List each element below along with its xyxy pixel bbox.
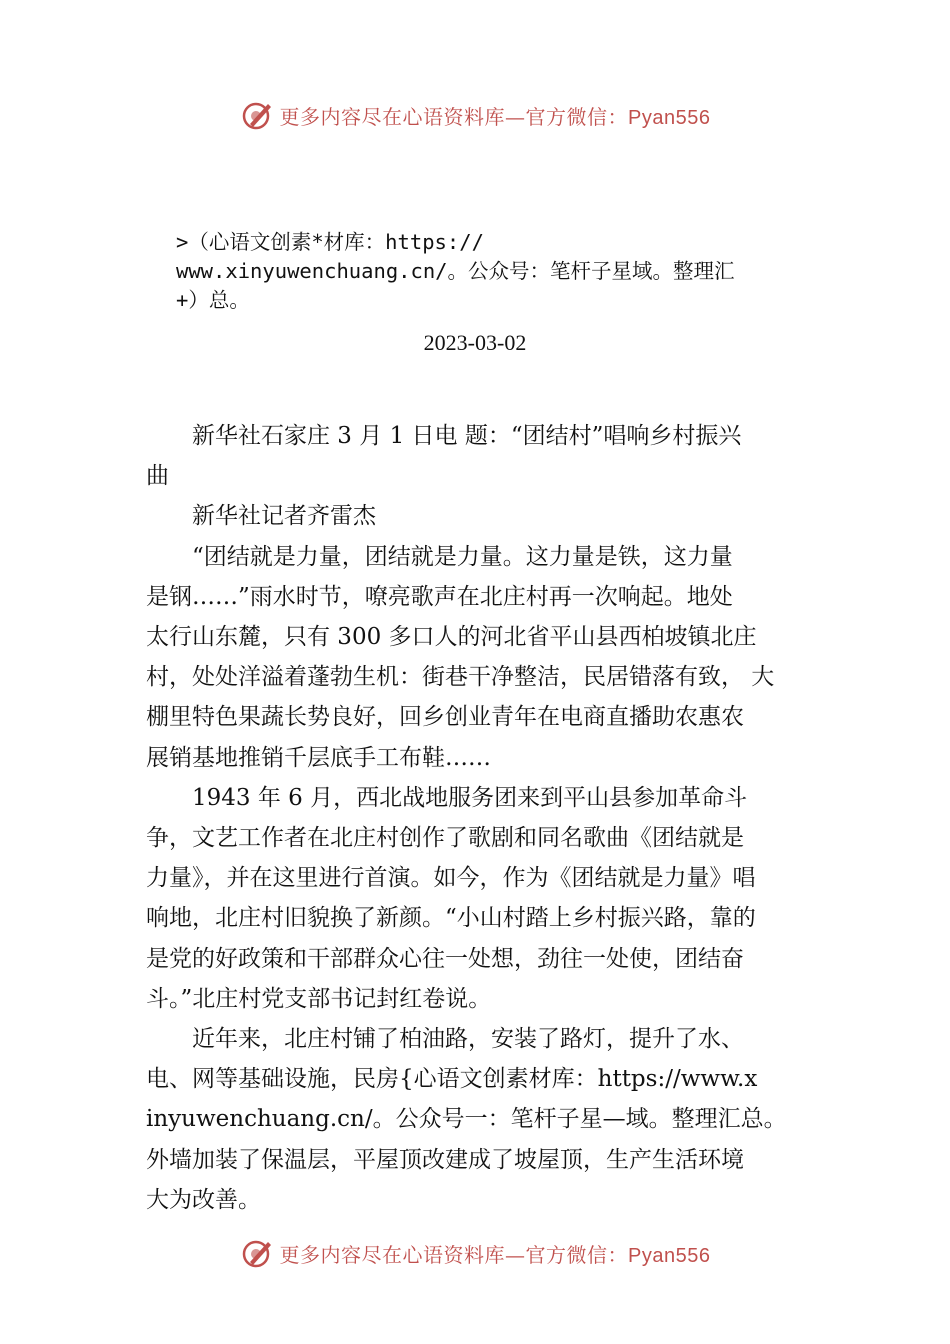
footer-banner [0,1233,950,1273]
article-line: 响地，北庄村旧貌换了新颜。“小山村踏上乡村振兴路，靠的 [146,905,756,932]
banner-text: 更多内容尽在心语资料库—官方微信：Pyan556 [279,104,711,129]
article-line: 曲 [146,463,169,490]
pen-logo-icon [240,1236,274,1270]
source-line: www.xinyuwenchuang.cn/。公众号：笔杆子星域。整理汇 [176,259,735,283]
article-line: 棚里特色果蔬长势良好，回乡创业青年在电商直播助农惠农 [146,704,744,731]
source-line: +）总。 [176,288,250,312]
source-note [176,228,826,315]
article-body [146,416,811,1220]
article-line: 争，文艺工作者在北庄村创作了歌剧和同名歌曲《团结就是 [146,825,744,852]
article-line: “团结就是力量，团结就是力量。这力量是铁，这力量 [146,543,733,570]
article-line: 电、网等基础设施，民房{心语文创素材库：https://www.x [146,1066,758,1093]
article-line: 太行山东麓，只有 300 多口人的河北省平山县西柏坡镇北庄 [146,624,757,651]
article-line: 力量》，并在这里进行首演。如今，作为《团结就是力量》唱 [146,865,756,892]
header-banner [0,95,950,135]
source-line: >（心语文创素*材库：https:// [176,230,484,254]
article-line: 新华社记者齐雷杰 [146,503,376,530]
banner-text: 更多内容尽在心语资料库—官方微信：Pyan556 [279,1242,711,1267]
article-line: 村，处处洋溢着蓬勃生机：街巷干净整洁，民居错落有致， 大 [146,664,775,691]
pen-logo-icon [240,98,274,132]
article-line: 大为改善。 [146,1186,261,1213]
publish-date: 2023-03-02 [423,330,527,355]
wechat-id: Pyan556 [628,106,711,129]
article-line: 是钢……”雨水时节，嘹亮歌声在北庄村再一次响起。地处 [146,583,733,610]
article-line: 斗。”北庄村党支部书记封红卷说。 [146,985,492,1012]
article-line: 展销基地推销千层底手工布鞋…… [146,744,491,771]
article-line: 1943 年 6 月，西北战地服务团来到平山县参加革命斗 [146,784,748,811]
article-line: 是党的好政策和干部群众心往一处想，劲往一处使，团结奋 [146,945,744,972]
article-line: 近年来，北庄村铺了柏油路，安装了路灯，提升了水、 [146,1026,744,1053]
article-line: inyuwenchuang.cn/。公众号一：笔杆子星—域。整理汇总。 [146,1106,787,1133]
wechat-id: Pyan556 [628,1244,711,1267]
article-line: 新华社石家庄 3 月 1 日电 题：“团结村”唱响乡村振兴 [146,423,742,449]
article-line: 外墙加装了保温层，平屋顶改建成了坡屋顶，生产生活环境 [146,1146,744,1173]
